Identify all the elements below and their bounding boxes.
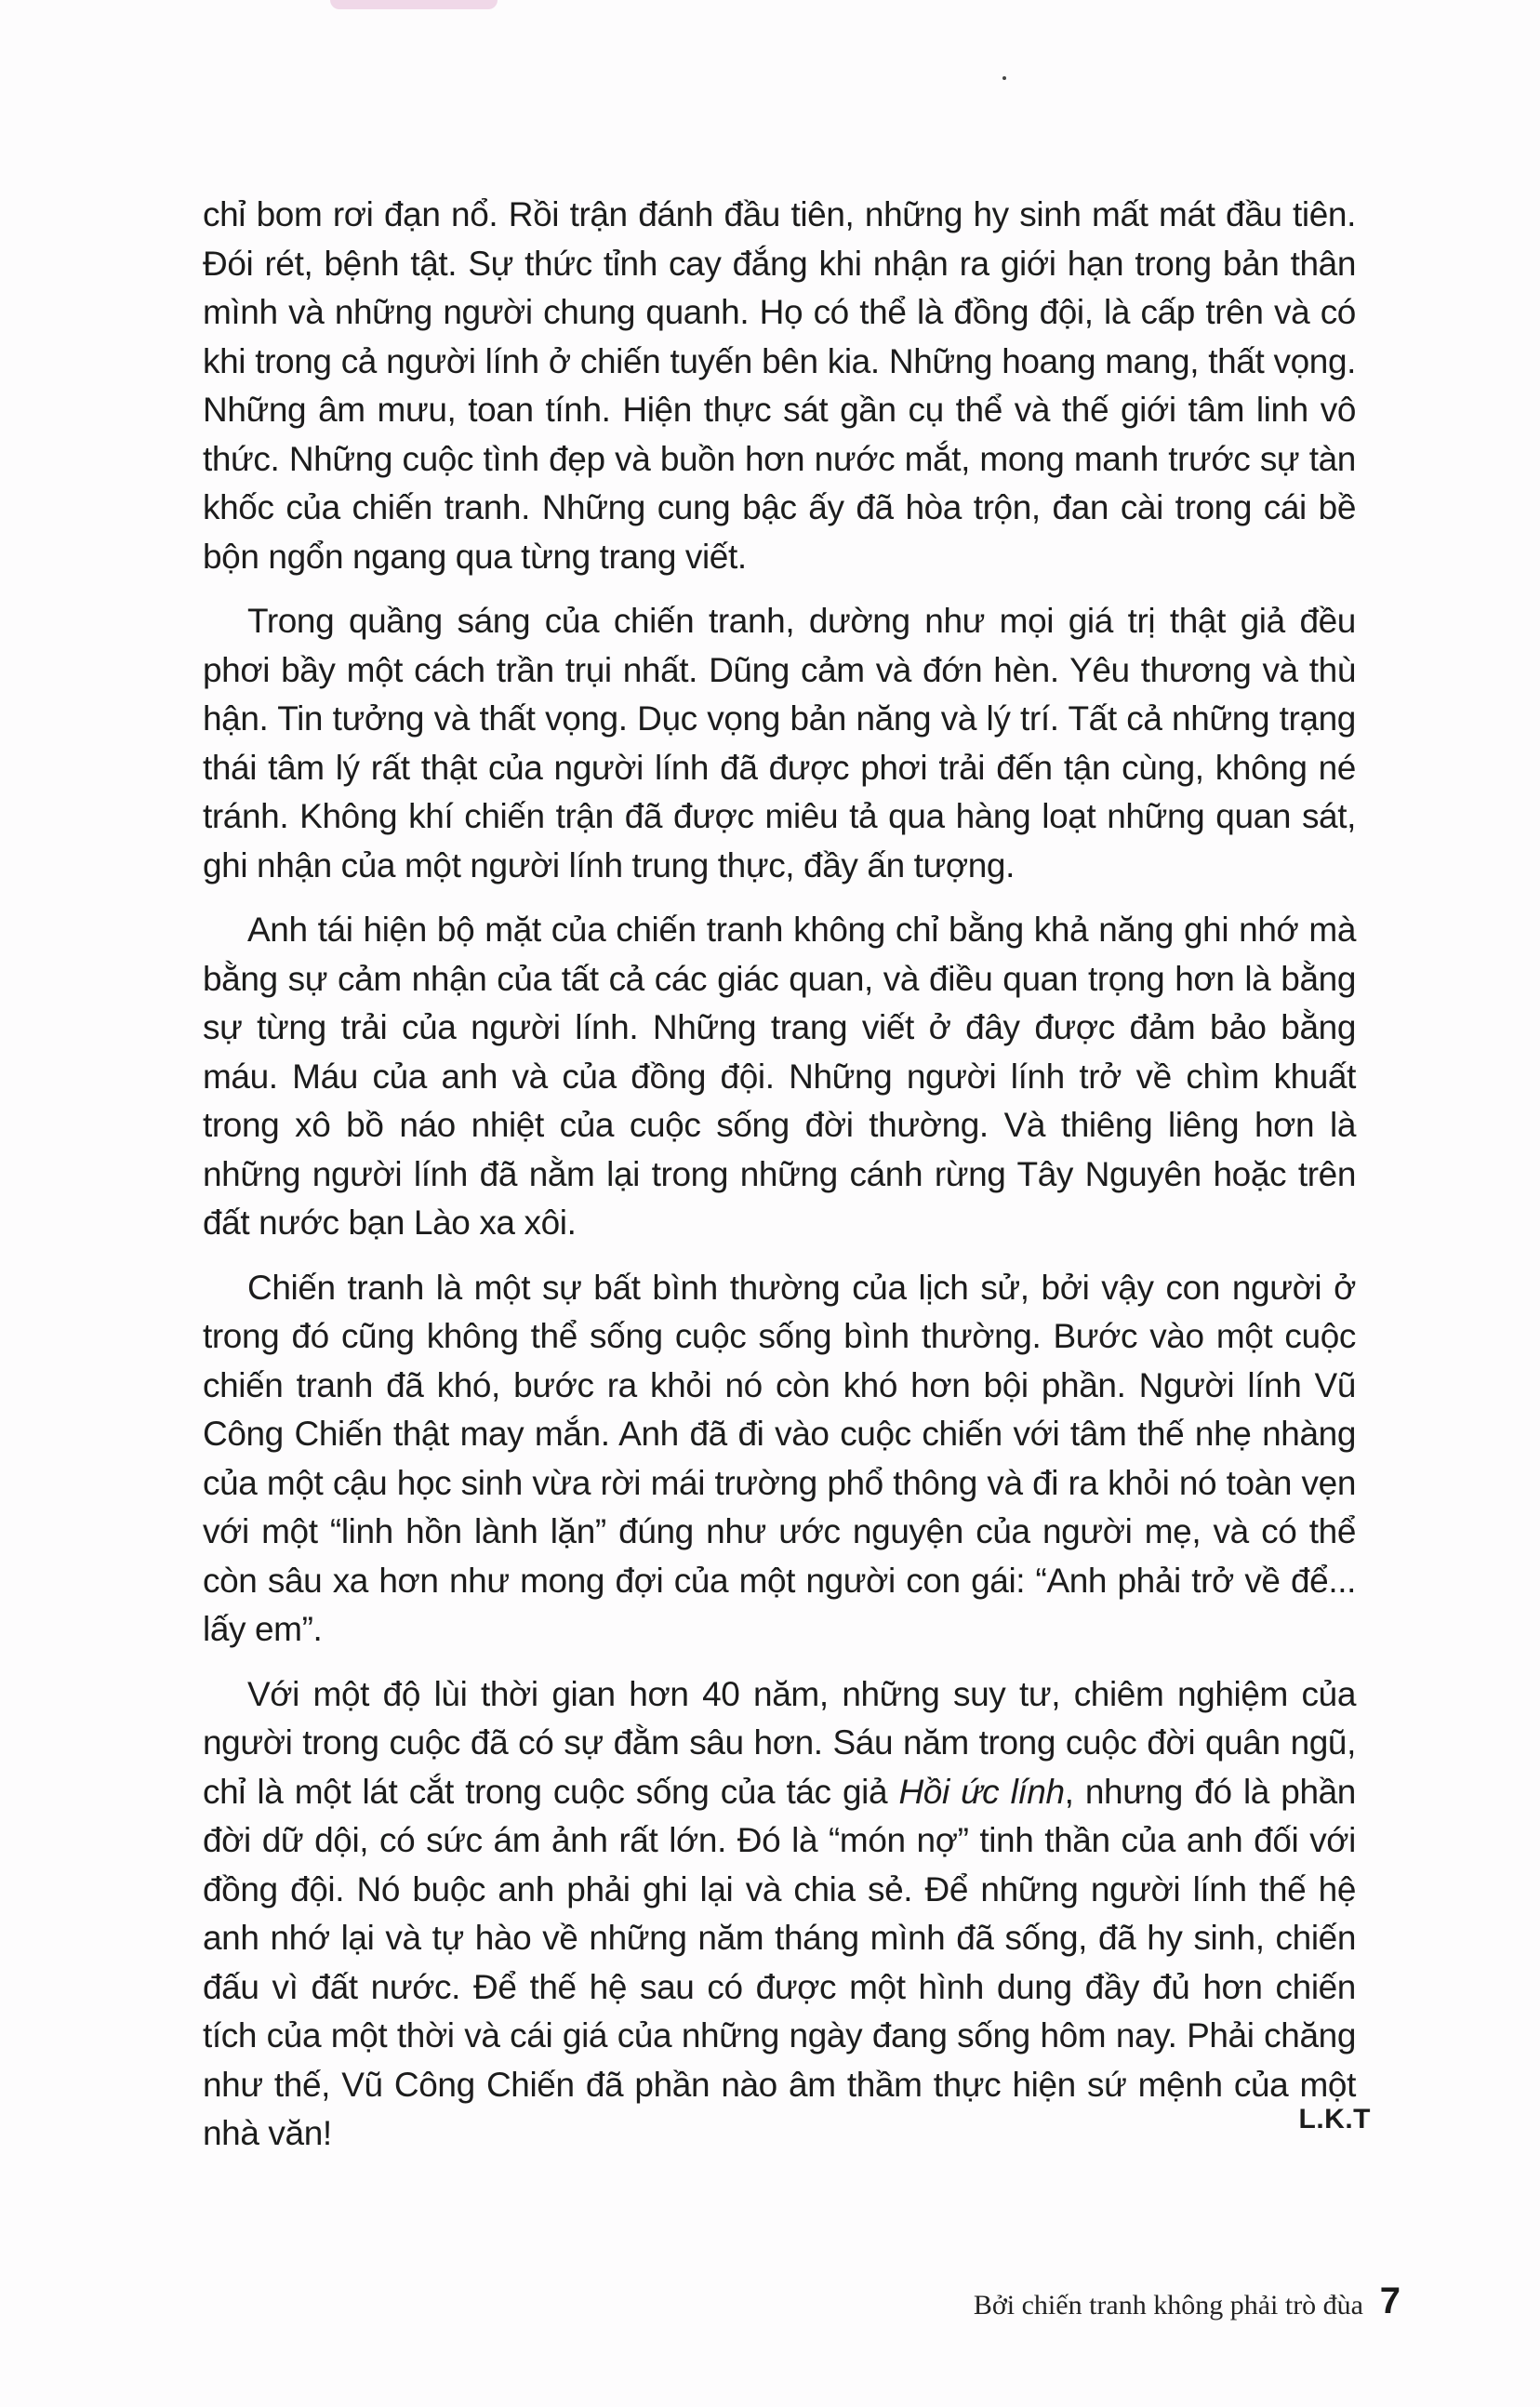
book-title: Hồi ức lính bbox=[898, 1772, 1065, 1811]
paragraph-5 bbox=[203, 1670, 1356, 2159]
top-edge-tint bbox=[330, 0, 498, 9]
paragraph-2: Trong quầng sáng của chiến tranh, dường như mọi giá trị thật giả đều phơi bầy một cách trần trụi nhất. Dũng cảm và đớn hèn. Yêu thương và thù hận. Tin tưởng và thất vọng. Dục vọng bản năng và lý trí. Tất cả những trạng thái tâm lý rất thật của người lính đã được phơi trải đến tận cùng, không né tránh. Không khí chiến trận đã được miêu tả qua hàng loạt những quan sát, ghi nhận của một người lính trung thực, đầy ấn tượng. bbox=[203, 602, 1356, 884]
running-footer-title: Bởi chiến tranh không phải trò đùa bbox=[973, 2290, 1363, 2321]
page-body bbox=[203, 191, 1356, 2174]
author-signature: L.K.T bbox=[1298, 2104, 1371, 2134]
paragraph-5-text-a: Với một độ lùi thời gian hơn 40 năm, những suy tư, chiêm nghiệm của người trong cuộc đã có sự đằm sâu hơn. Sáu năm trong cuộc đời quân ngũ, chỉ là một lát cắt trong cuộc sống của tác giả bbox=[203, 1674, 1356, 1811]
paragraph-3: Anh tái hiện bộ mặt của chiến tranh không chỉ bằng khả năng ghi nhớ mà bằng sự cảm nhận của tất cả các giác quan, và điều quan trọng hơn là bằng sự từng trải của người lính. Những trang viết ở đây được đảm bảo bằng máu. Máu của anh và của đồng đội. Những người lính trở về chìm khuất trong xô bồ náo nhiệt của cuộc sống đời thường. Và thiêng liêng hơn là những người lính đã nằm lại trong những cánh rừng Tây Nguyên hoặc trên đất nước bạn Lào xa xôi. bbox=[203, 911, 1356, 1242]
page-number: 7 bbox=[1379, 2281, 1401, 2321]
paragraph-4: Chiến tranh là một sự bất bình thường của lịch sử, bởi vậy con người ở trong đó cũng không thể sống cuộc sống bình thường. Bước vào một cuộc chiến tranh đã khó, bước ra khỏi nó còn khó hơn bội phần. Người lính Vũ Công Chiến thật may mắn. Anh đã đi vào cuộc chiến với tâm thế nhẹ nhàng của một cậu học sinh vừa rời mái trường phổ thông và đi ra khỏi nó toàn vẹn với một “linh hồn lành lặn” đúng như ước nguyện của người mẹ, và có thể còn sâu xa hơn như mong đợi của một người con gái: “Anh phải trở về để... lấy em”. bbox=[203, 1268, 1356, 1648]
print-speck bbox=[1002, 76, 1006, 80]
paragraph-1: chỉ bom rơi đạn nổ. Rồi trận đánh đầu tiên, những hy sinh mất mát đầu tiên. Đói rét, bệnh tật. Sự thức tỉnh cay đắng khi nhận ra giới hạn trong bản thân mình và những người chung quanh. Họ có thể là đồng đội, là cấp trên và có khi trong cả người lính ở chiến tuyến bên kia. Những hoang mang, thất vọng. Những âm mưu, toan tính. Hiện thực sát gần cụ thể và thế giới tâm linh vô thức. Những cuộc tình đẹp và buồn hơn nước mắt, mong manh trước sự tàn khốc của chiến tranh. Những cung bậc ấy đã hòa trộn, đan cài trong cái bề bộn ngổn ngang qua từng trang viết. bbox=[203, 195, 1356, 576]
paragraph-5-text-b: , nhưng đó là phần đời dữ dội, có sức ám ảnh rất lớn. Đó là “món nợ” tinh thần của anh đối với đồng đội. Nó buộc anh phải ghi lại và chia sẻ. Để những người lính thế hệ anh nhớ lại và tự hào về những năm tháng mình đã sống, đã hy sinh, chiến đấu vì đất nước. Để thế hệ sau có được một hình dung đầy đủ hơn chiến tích của một thời và cái giá của những ngày đang sống hôm nay. Phải chăng như thế, Vũ Công Chiến đã phần nào âm thầm thực hiện sứ mệnh của một nhà văn! bbox=[203, 1772, 1356, 2152]
